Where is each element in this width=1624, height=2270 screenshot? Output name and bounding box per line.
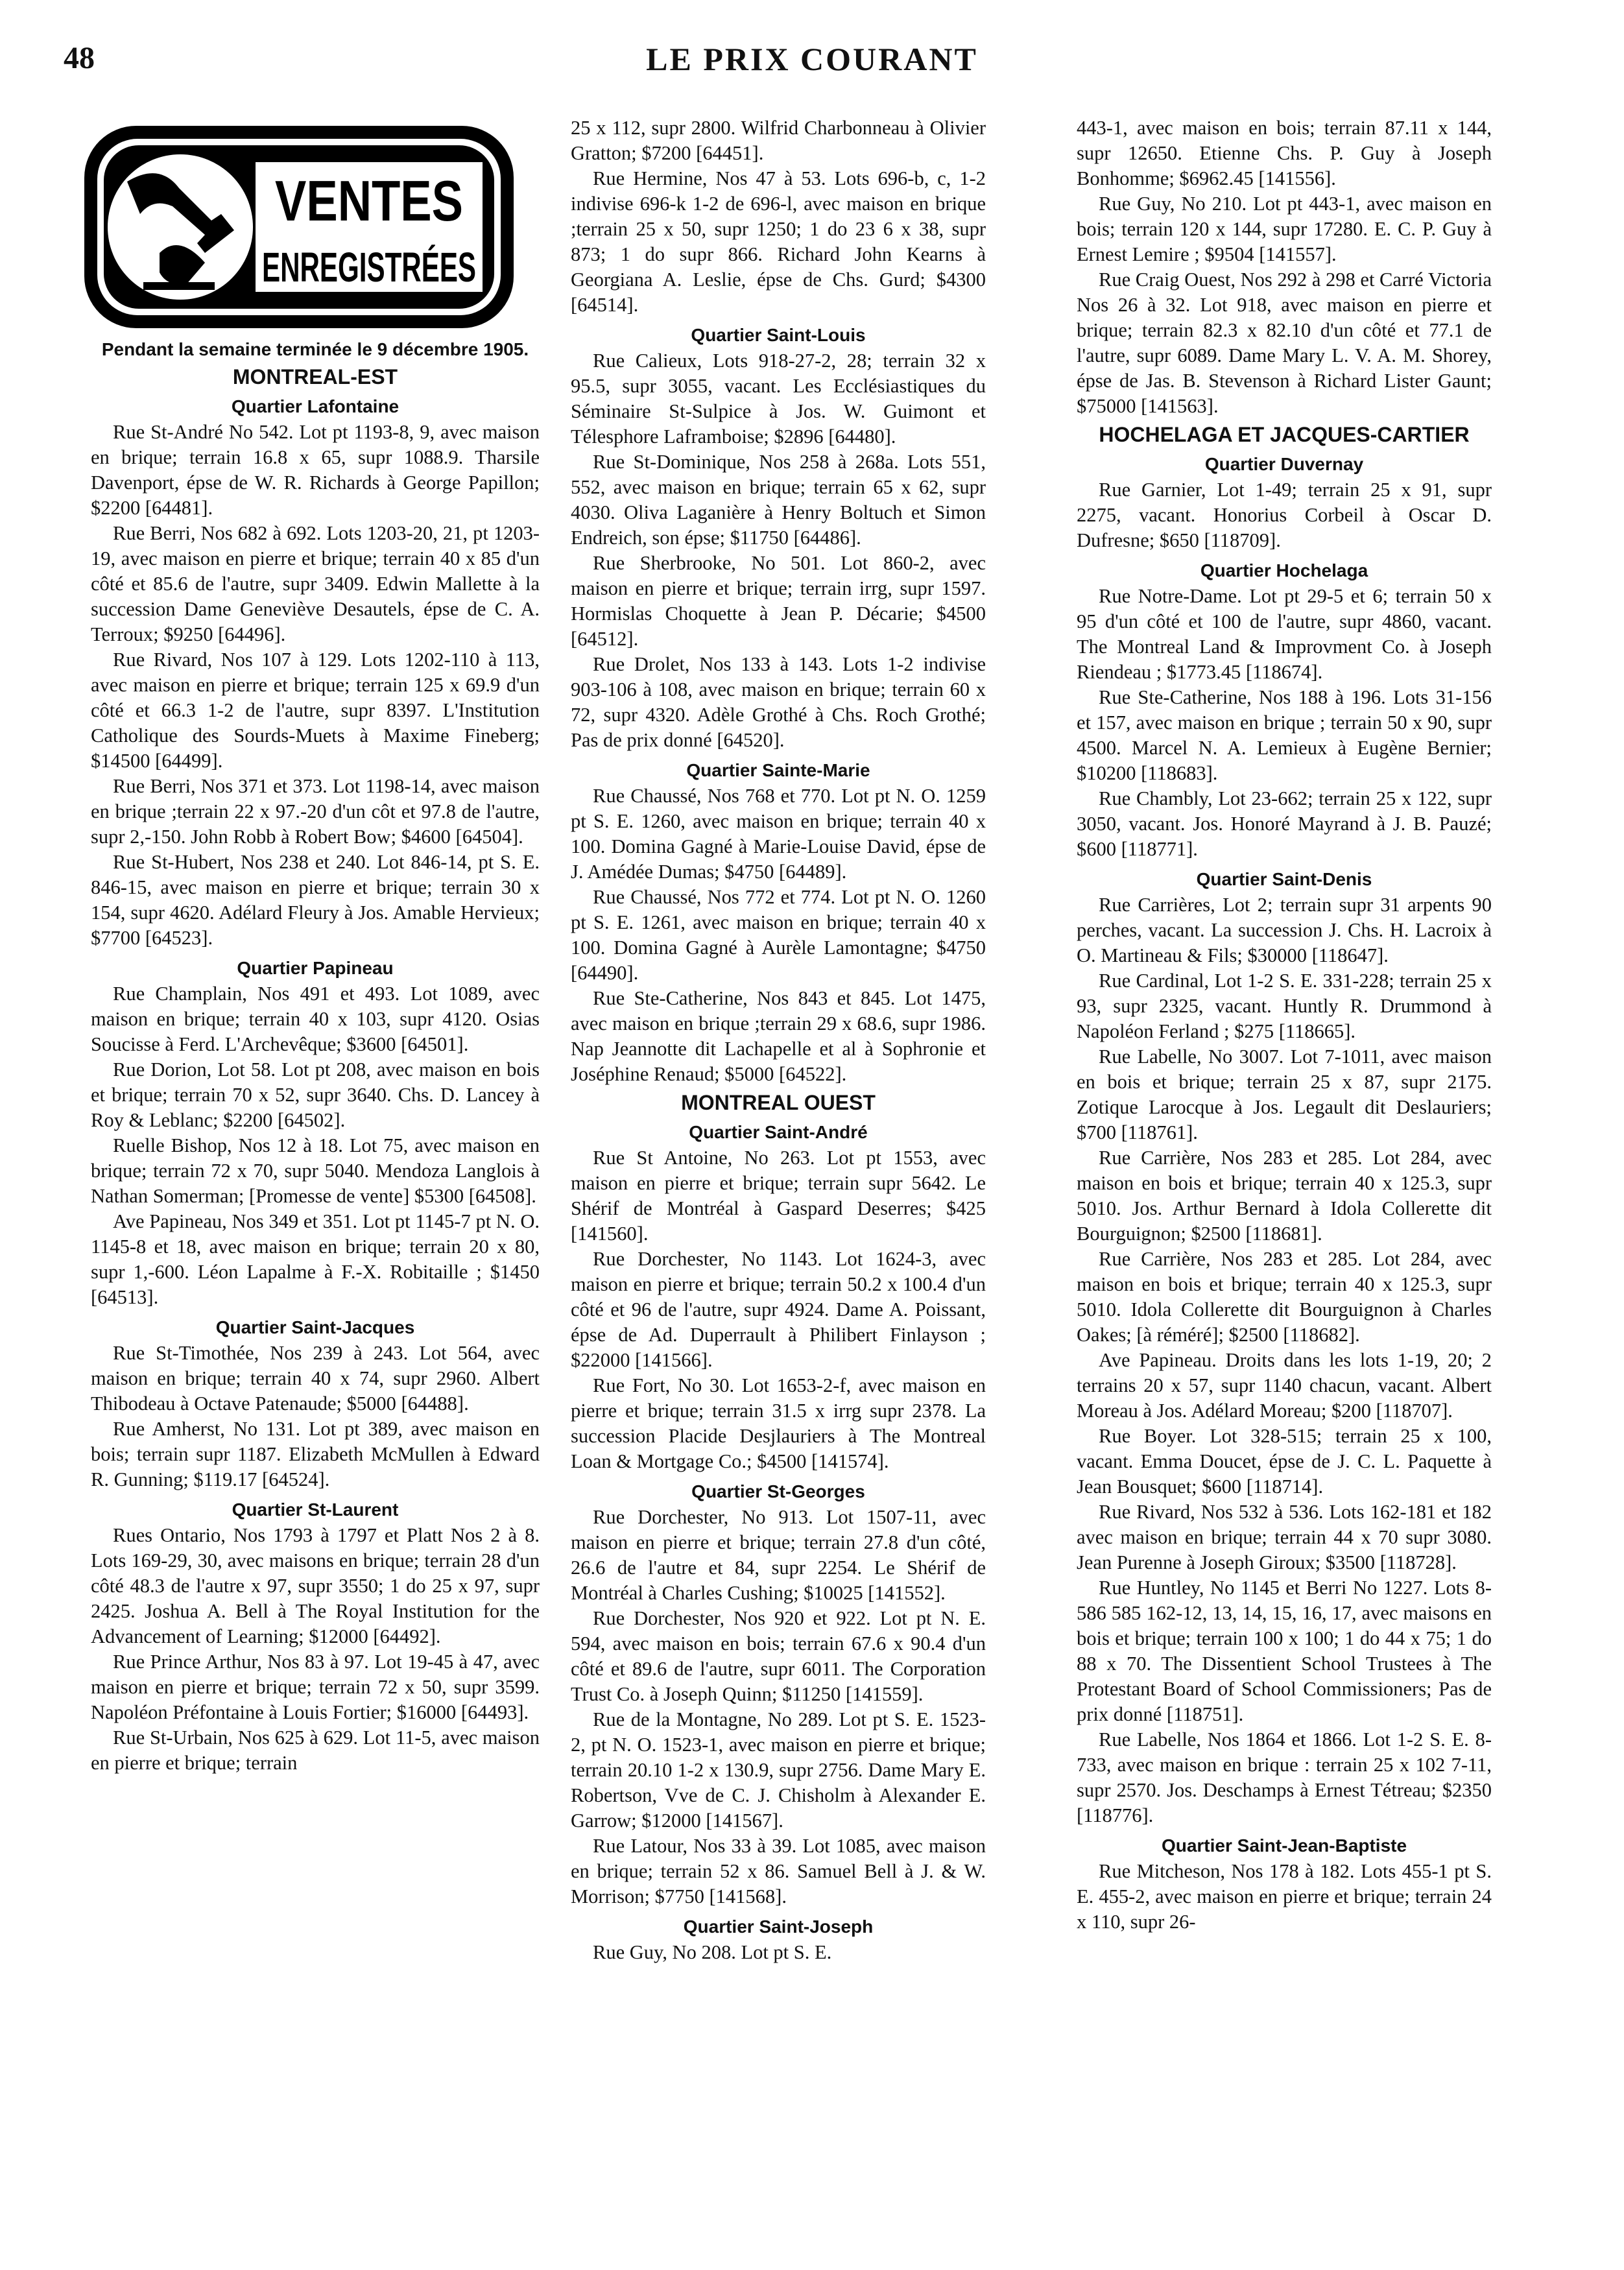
quartier-heading: Quartier St-Laurent — [232, 1499, 399, 1520]
sale-entry: Rue Amherst, No 131. Lot pt 389, avec maison en bois; terrain supr 1187. Elizabeth McMullen à Edward R. Gunning; $119.17 [64524]. — [91, 1418, 540, 1490]
sale-entry: Rue Chambly, Lot 23-662; terrain 25 x 122, supr 3050, vacant. Jos. Honoré Mayrand à J. B. Pauzé; $600 [118771]. — [1077, 787, 1492, 860]
sale-entry: Rue Chaussé, Nos 768 et 770. Lot pt N. O. 1259 pt S. E. 1260, avec maison en brique; terrain 40 x 100. Domina Gagné à Marie-Louise David, épse de J. Amédée Dumas; $4750 [64489]. — [571, 785, 986, 883]
quartier-heading: Quartier Sainte-Marie — [686, 760, 870, 780]
sale-entry: Rue Berri, Nos 682 à 692. Lots 1203-20, 21, pt 1203-19, avec maison en pierre et brique; terrain 40 x 85 d'un côté et 85.6 de l'autre, supr 3409. Edwin Mallette à la succession Dame Geneviève Desautels, épse de C. A. Terroux; $9250 [64496]. — [91, 522, 540, 645]
sale-entry: Rues Ontario, Nos 1793 à 1797 et Platt Nos 2 à 8. Lots 169-29, 30, avec maisons en brique; terrain 28 d'un côté 48.3 de l'autre x 97, supr 3550; 1 do 25 x 97, supr 2425. Joshua A. Bell à The Royal Institution for the Advancement of Learning; $12000 [64492]. — [91, 1524, 540, 1647]
sale-entry: Ave Papineau. Droits dans les lots 1-19, 20; 2 terrains 20 x 57, supr 1140 chacun, vacant. Albert Moreau à Jos. Adélard Moreau; $200 [118707]. — [1077, 1349, 1492, 1422]
sale-entry: Rue Sherbrooke, No 501. Lot 860-2, avec maison en pierre et brique; terrain irrg, supr 1597. Hormislas Choquette à Jean P. Décarie; $4500 [64512]. — [571, 552, 986, 650]
sale-entry: Rue Rivard, Nos 532 à 536. Lots 162-181 et 182 avec maison en brique; terrain 44 x 70 supr 3080. Jean Purenne à Joseph Giroux; $3500 [118728]. — [1077, 1501, 1492, 1573]
quartier-heading: Quartier Saint-André — [689, 1122, 868, 1142]
sale-entry: Rue Ste-Catherine, Nos 188 à 196. Lots 31-156 et 157, avec maison en brique ; terrain 50 x 90, supr 4500. Marcel N. A. Lemieux à Eugène Bernier; $10200 [118683]. — [1077, 686, 1492, 784]
sale-entry: Ave Papineau, Nos 349 et 351. Lot pt 1145-7 pt N. O. 1145-8 et 18, avec maison en brique; terrain 20 x 80, supr 1,-600. Léon Lapalme à F.-X. Robitaille ; $1450 [64513]. — [91, 1210, 540, 1308]
sale-entry: Rue Guy, No 208. Lot pt S. E. — [593, 1941, 832, 1963]
quartier-heading: Quartier Lafontaine — [231, 396, 400, 416]
quartier-heading: Quartier Saint-Louis — [691, 325, 866, 345]
sale-entry: Rue Craig Ouest, Nos 292 à 298 et Carré Victoria Nos 26 à 32. Lot 918, avec maison en pierre et brique; terrain 82.3 x 82.10 d'un côté et 77.1 de l'autre, supr 6089. Dame Mary L. V. A. M. Shorey, épse de Jas. B. Stevenson à Richard Lister Gaunt; $75000 [141563]. — [1077, 269, 1492, 417]
sale-entry: 25 x 112, supr 2800. Wilfrid Charbonneau à Olivier Gratton; $7200 [64451]. — [571, 117, 986, 164]
week-intro: Pendant la semaine terminée le 9 décembre 1905. — [101, 339, 529, 359]
sale-entry: Rue Dorchester, No 913. Lot 1507-11, avec maison en pierre et brique; terrain 27.8 d'un côté, 26.6 de l'autre et 84, supr 2254. Le Shérif de Montréal à Charles Cushing; $10025 [141552]. — [571, 1506, 986, 1604]
sale-entry: Rue Cardinal, Lot 1-2 S. E. 331-228; terrain 25 x 93, supr 2325, vacant. Huntly R. Drummond à Napoléon Ferland ; $275 [118665]. — [1077, 970, 1492, 1042]
quartier-heading: Quartier Hochelaga — [1200, 560, 1368, 580]
sale-entry: Rue Notre-Dame. Lot pt 29-5 et 6; terrain 50 x 95 d'un côté et 100 de l'autre, supr 4860, vacant. The Montreal Land & Improvment Co. à Joseph Riendeau ; $1773.45 [118674]. — [1077, 585, 1492, 683]
sale-entry: Rue Labelle, Nos 1864 et 1866. Lot 1-2 S. E. 8-733, avec maison en brique : terrain 25 x 102 7-11, supr 2570. Jos. Deschamps à Ernest Tétreau; $2350 [118776]. — [1077, 1728, 1492, 1826]
sale-entry: Rue Champlain, Nos 491 et 493. Lot 1089, avec maison en brique; terrain 40 x 103, supr 4120. Osias Soucisse à Ferd. L'Archevêque; $3600 [64501]. — [91, 983, 540, 1055]
sale-entry: Rue St-Hubert, Nos 238 et 240. Lot 846-14, pt S. E. 846-15, avec maison en pierre et brique; terrain 30 x 154, supr 4620. Adélard Fleury à Jos. Amable Hervieux; $7700 [64523]. — [91, 851, 540, 949]
quartier-heading: Quartier Saint-Jacques — [215, 1317, 415, 1337]
sale-entry: 443-1, avec maison en bois; terrain 87.11 x 144, supr 12650. Etienne Chs. P. Guy à Joseph Bonhomme; $6962.45 [141556]. — [1077, 117, 1492, 189]
column-2 — [571, 115, 986, 1965]
sale-entry: Rue Carrière, Nos 283 et 285. Lot 284, avec maison en bois et brique; terrain 40 x 125.3, supr 5010. Idola Collerette dit Bourguignon à Charles Oakes; [à réméré]; $2500 [118682]. — [1077, 1248, 1492, 1346]
quartier-heading: Quartier Saint-Joseph — [683, 1917, 874, 1937]
quartier-heading: Quartier Duvernay — [1204, 454, 1364, 474]
sale-entry: Rue de la Montagne, No 289. Lot pt S. E. 1523-2, pt N. O. 1523-1, avec maison en pierre et brique; terrain 20.10 1-2 x 130.9, supr 2756. Dame Mary E. Robertson, Vve de C. J. Chisholm à Alexander E. Garrow; $12000 [141567]. — [571, 1708, 986, 1832]
sale-entry: Rue Latour, Nos 33 à 39. Lot 1085, avec maison en brique; terrain 52 x 86. Samuel Bell à J. & W. Morrison; $7750 [141568]. — [571, 1835, 986, 1907]
column-1 — [91, 337, 540, 1776]
sale-entry: Rue St-Timothée, Nos 239 à 243. Lot 564, avec maison en brique; terrain 40 x 74, supr 2960. Albert Thibodeau à Octave Patenaude; $5000 [64488]. — [91, 1342, 540, 1415]
quartier-heading: Quartier Saint-Jean-Baptiste — [1161, 1835, 1407, 1856]
sale-entry: Rue Calieux, Lots 918-27-2, 28; terrain 32 x 95.5, supr 3055, vacant. Les Ecclésiastiques du Séminaire St-Sulpice à Jos. W. Guimont et Télesphore Laframboise; $2896 [64480]. — [571, 350, 986, 448]
quartier-heading: Quartier Saint-Denis — [1196, 869, 1372, 889]
column-3 — [1077, 115, 1492, 1935]
sale-entry: Rue Huntley, No 1145 et Berri No 1227. Lots 8-586 585 162-12, 13, 14, 15, 16, 17, avec maisons en bois et brique; terrain 100 x 100; 1 do 44 x 75; 1 do 88 x 70. The Dissentient School Trustees à The Protestant Board of School Commissioners; Pas de prix donné [118751]. — [1077, 1577, 1492, 1725]
logo-word-ventes: VENTES — [275, 169, 463, 233]
sale-entry: Rue Drolet, Nos 133 à 143. Lots 1-2 indivise 903-106 à 108, avec maison en brique; terrain 60 x 72, supr 4320. Adèle Grothé à Chs. Roch Grothé; Pas de prix donné [64520]. — [571, 653, 986, 751]
sale-entry: Rue Hermine, Nos 47 à 53. Lots 696-b, c, 1-2 indivise 696-k 1-2 de 696-l, avec maison en brique ;terrain 25 x 50, supr 1250; 1 do 23 6 x 38, supr 873; 1 do supr 866. Richard John Kearns à Georgiana A. Leslie, épse de Chs. Gurd; $4300 [64514]. — [571, 167, 986, 316]
ventes-enregistrees-logo — [82, 123, 516, 331]
sale-entry: Rue Fort, No 30. Lot 1653-2-f, avec maison en pierre et brique; terrain 31.5 x irrg supr 2378. La succession Placide Desjlauriers à The Montreal Loan & Mortgage Co.; $4500 [141574]. — [571, 1374, 986, 1472]
sale-entry: Rue Prince Arthur, Nos 83 à 97. Lot 19-45 à 47, avec maison en pierre et brique; terrain 72 x 50, supr 3599. Napoléon Préfontaine à Louis Fortier; $16000 [64493]. — [91, 1651, 540, 1723]
sale-entry: Rue Dorion, Lot 58. Lot pt 208, avec maison en bois et brique; terrain 70 x 52, supr 3640. Chs. D. Lancey à Roy & Leblanc; $2200 [64502]. — [91, 1058, 540, 1131]
sale-entry: Rue Dorchester, Nos 920 et 922. Lot pt N. E. 594, avec maison en bois; terrain 67.6 x 90.4 d'un côté et 89.6 de l'autre, supr 6011. The Corporation Trust Co. à Joseph Quinn; $11250 [141559]. — [571, 1607, 986, 1705]
sale-entry: Rue Ste-Catherine, Nos 843 et 845. Lot 1475, avec maison en brique ;terrain 29 x 68.6, supr 1986. Nap Jeannotte dit Lachapelle et al à Sophronie et Joséphine Renaud; $5000 [64522]. — [571, 987, 986, 1085]
sale-entry: Ruelle Bishop, Nos 12 à 18. Lot 75, avec maison en brique; terrain 72 x 70, supr 5040. Mendoza Langlois à Nathan Somerman; [Promesse de vente] $5300 [64508]. — [91, 1134, 540, 1207]
running-head: LE PRIX COURANT — [646, 41, 978, 77]
district-heading: HOCHELAGA ET JACQUES-CARTIER — [1099, 423, 1470, 446]
sale-entry: Rue St-Dominique, Nos 258 à 268a. Lots 551, 552, avec maison en brique; terrain 65 x 62, supr 4030. Oliva Laganière à Henry Boltuch et Simon Endreich, son épse; $11750 [64486]. — [571, 451, 986, 549]
district-heading: MONTREAL OUEST — [681, 1091, 876, 1114]
sale-entry: Rue Chaussé, Nos 772 et 774. Lot pt N. O. 1260 pt S. E. 1261, avec maison en brique; terrain 40 x 100. Domina Gagné à Aurèle Lamontagne; $4750 [64490]. — [571, 886, 986, 984]
sale-entry: Rue Guy, No 210. Lot pt 443-1, avec maison en bois; terrain 120 x 144, supr 17280. E. C. P. Guy à Ernest Lemire ; $9504 [141557]. — [1077, 193, 1492, 265]
sale-entry: Rue St-Urbain, Nos 625 à 629. Lot 11-5, avec maison en pierre et brique; terrain — [91, 1726, 540, 1774]
page-number: 48 — [64, 41, 95, 75]
quartier-heading: Quartier Papineau — [237, 958, 394, 978]
district-heading: MONTREAL-EST — [232, 365, 398, 388]
sale-entry: Rue Dorchester, No 1143. Lot 1624-3, avec maison en pierre et brique; terrain 50.2 x 100.4 d'un côté et 96 de l'autre, supr 4924. Dame A. Poissant, épse de Ad. Duperrault à Philibert Finlayson ; $22000 [141566]. — [571, 1248, 986, 1371]
sale-entry: Rue Garnier, Lot 1-49; terrain 25 x 91, supr 2275, vacant. Honorius Corbeil à Oscar D. Dufresne; $650 [118709]. — [1077, 479, 1492, 551]
sale-entry: Rue Mitcheson, Nos 178 à 182. Lots 455-1 pt S. E. 455-2, avec maison en pierre et brique; terrain 24 x 110, supr 26- — [1077, 1860, 1492, 1933]
sale-entry: Rue Berri, Nos 371 et 373. Lot 1198-14, avec maison en brique ;terrain 22 x 97.-20 d'un côt et 97.8 de l'autre, supr 2,-150. John Robb à Robert Bow; $4600 [64504]. — [91, 775, 540, 848]
sale-entry: Rue St Antoine, No 263. Lot pt 1553, avec maison en pierre et brique; terrain supr 5642. Le Shérif de Montréal à Gaspard Deserres; $425 [141560]. — [571, 1147, 986, 1245]
quartier-heading: Quartier St-Georges — [691, 1481, 865, 1501]
sale-entry: Rue Carrières, Lot 2; terrain supr 31 arpents 90 perches, vacant. La succession J. Chs. H. Lacroix à O. Martineau & Fils; $30000 [118647]. — [1077, 894, 1492, 966]
logo-word-enregistrees: ENREGISTRÉES — [262, 244, 476, 291]
sale-entry: Rue St-André No 542. Lot pt 1193-8, 9, avec maison en brique; terrain 16.8 x 65, supr 1088.9. Tharsile Davenport, épse de W. R. Richards à George Papillon; $2200 [64481]. — [91, 421, 540, 519]
sale-entry: Rue Boyer. Lot 328-515; terrain 25 x 100, vacant. Emma Doucet, épse de J. C. L. Paquette à Jean Bousquet; $600 [118714]. — [1077, 1425, 1492, 1498]
sale-entry: Rue Carrière, Nos 283 et 285. Lot 284, avec maison en bois et brique; terrain 40 x 125.3, supr 5010. Jos. Arthur Bernard à Idola Collerette dit Bourguignon; $2500 [118681]. — [1077, 1147, 1492, 1245]
sale-entry: Rue Labelle, No 3007. Lot 7-1011, avec maison en bois et brique; terrain 25 x 87, supr 2175. Zotique Larocque à Jos. Legault dit Deslauriers; $700 [118761]. — [1077, 1045, 1492, 1143]
sale-entry: Rue Rivard, Nos 107 à 129. Lots 1202-110 à 113, avec maison en pierre et brique; terrain 125 x 69.9 d'un côté et 66.3 1-2 de l'autre, supr 8397. L'Institution Catholique des Sourds-Muets à Maxime Fineberg; $14500 [64499]. — [91, 649, 540, 772]
